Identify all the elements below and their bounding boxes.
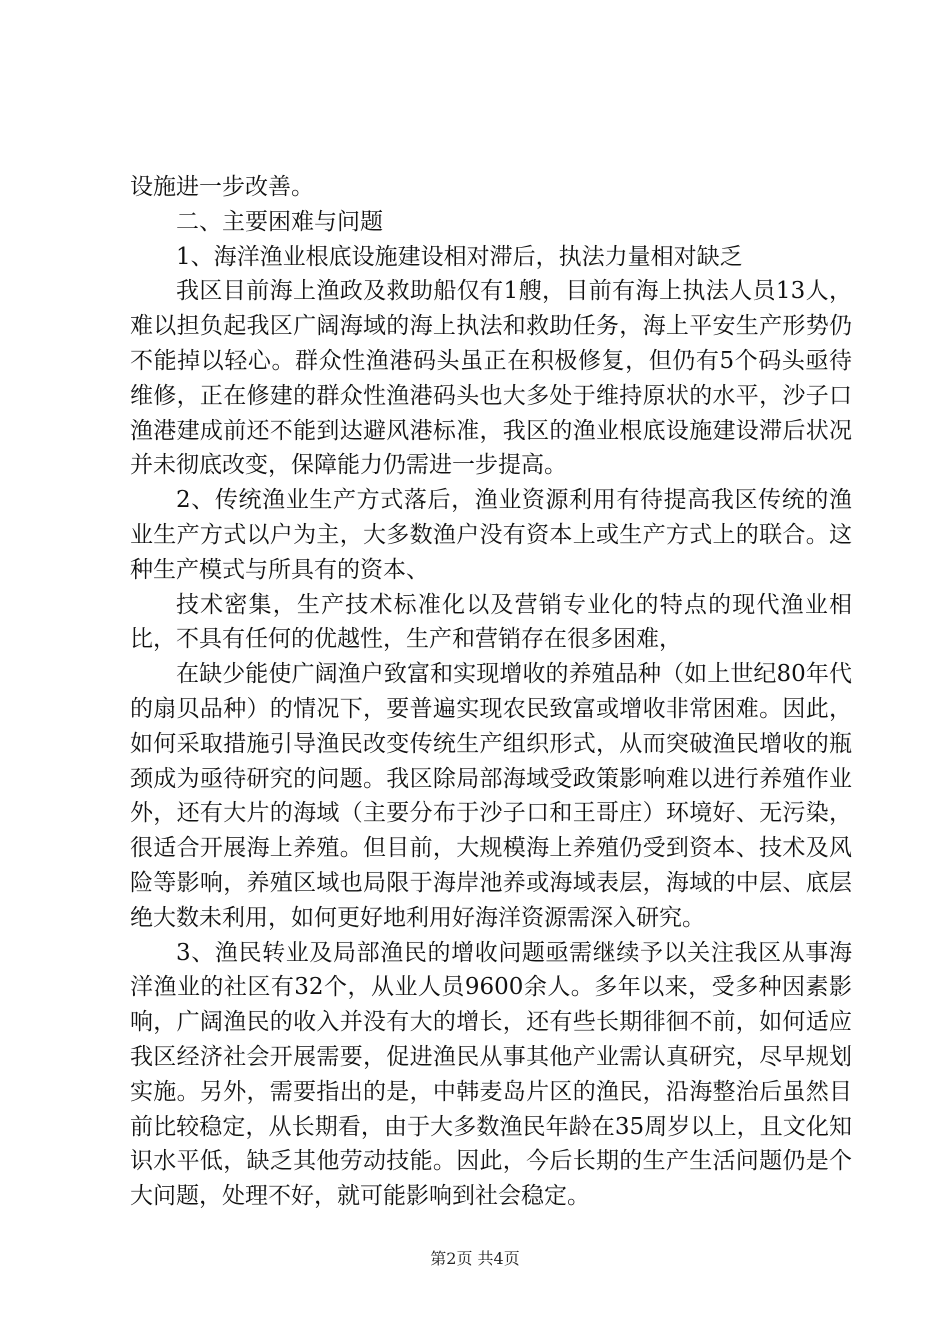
page-footer: 第2页 共4页 bbox=[430, 1249, 520, 1268]
paragraph-5: 3、渔民转业及局部渔民的增收问题亟需继续予以关注我区从事海洋渔业的社区有32个，从业人员9600余人。多年以来，受多种因素影响，广阔渔民的收入并没有大的增长，还有些长期徘徊不前，如何适应我区经济社会开展需要，促进渔民从事其他产业需认真研究，尽早规划实施。另外，需要指出的是，中韩麦岛片区的渔民，沿海整治后虽然目前比较稳定，从长期看，由于大多数渔民年龄在35周岁以上，且文化知识水平低，缺乏其他劳动技能。因此，今后长期的生产生活问题仍是个大问题，处理不好，就可能影响到社会稳定。 bbox=[130, 939, 852, 1210]
paragraph-4: 在缺少能使广阔渔户致富和实现增收的养殖品种（如上世纪80年代的扇贝品种）的情况下，要普遍实现农民致富或增收非常困难。因此，如何采取措施引导渔民改变传统生产组织形式，从而突破渔民增收的瓶颈成为亟待研究的问题。我区除局部海域受政策影响难以进行养殖作业外，还有大片的海域（主要分布于沙子口和王哥庄）环境好、无污染，很适合开展海上养殖。但目前，大规模海上养殖仍受到资本、技术及风险等影响，养殖区域也局限于海岸池养或海域表层，海域的中层、底层绝大数未利用，如何更好地利用好海洋资源需深入研究。 bbox=[130, 661, 852, 931]
section-heading: 二、主要困难与问题 bbox=[176, 208, 383, 235]
paragraph-3: 技术密集，生产技术标准化以及营销专业化的特点的现代渔业相比，不具有任何的优越性，生产和营销存在很多困难， bbox=[130, 591, 852, 653]
subheading-1: 1、海洋渔业根底设施建设相对滞后，执法力量相对缺乏 bbox=[176, 243, 743, 270]
paragraph-continuation: 设施进一步改善。 bbox=[130, 174, 314, 200]
paragraph-1: 我区目前海上渔政及救助船仅有1艘，目前有海上执法人员13人，难以担负起我区广阔海域的海上执法和救助任务，海上平安生产形势仍不能掉以轻心。群众性渔港码头虽正在积极修复，但仍有5个码头亟待维修，正在修建的群众性渔港码头也大多处于维持原状的水平，沙子口渔港建成前还不能到达避风港标准，我区的渔业根底设施建设滞后状况并未彻底改变，保障能力仍需进一步提高。 bbox=[130, 278, 852, 479]
document-body bbox=[130, 170, 852, 1214]
paragraph-2: 2、传统渔业生产方式落后，渔业资源利用有待提高我区传统的渔业生产方式以户为主，大多数渔户没有资本上或生产方式上的联合。这种生产模式与所具有的资本、 bbox=[130, 487, 852, 583]
